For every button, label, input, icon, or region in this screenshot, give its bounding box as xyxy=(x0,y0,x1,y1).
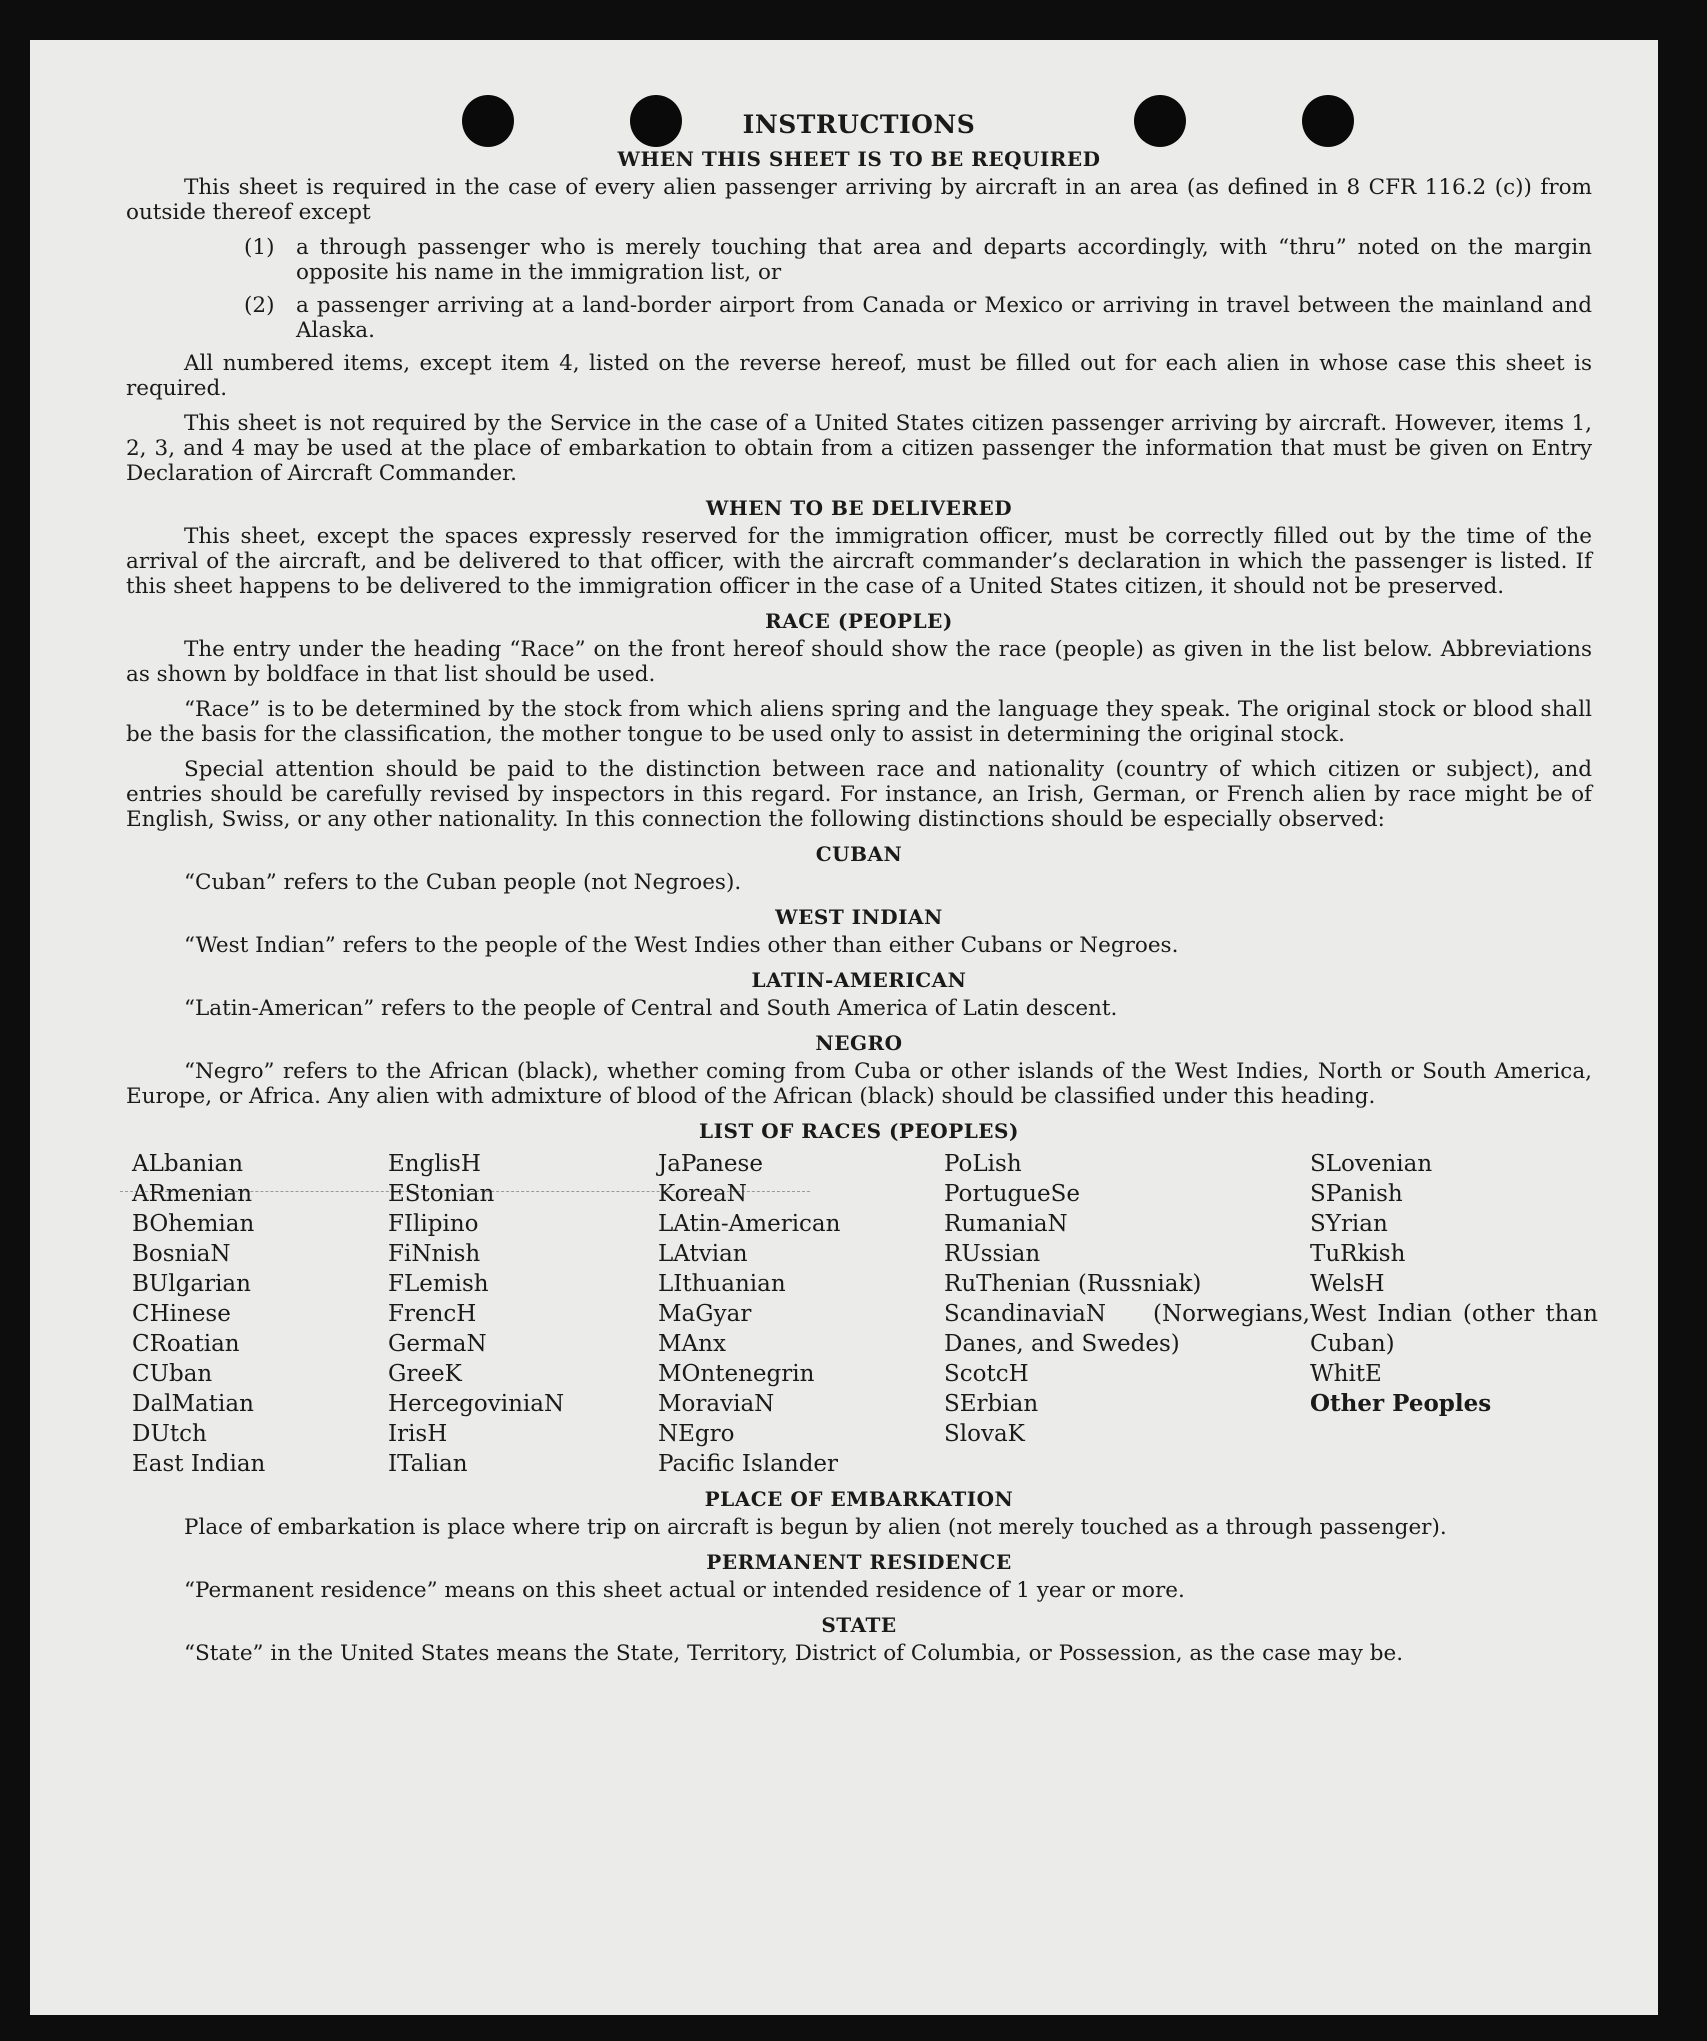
heading-when-delivered: WHEN TO BE DELIVERED xyxy=(705,496,1013,520)
text-state: “State” in the United States means the State, Territory, District of Columbia, or Possession, as the case may be. xyxy=(184,1641,1404,1666)
race-item: MoraviaN xyxy=(658,1391,775,1417)
race-item: Other Peoples xyxy=(1310,1390,1492,1417)
race-item: BosniaN xyxy=(132,1241,231,1267)
race-item: MAnx xyxy=(658,1331,726,1357)
race-item: MaGyar xyxy=(658,1301,752,1327)
race-item: ITalian xyxy=(388,1451,468,1477)
race-item: ALbanian xyxy=(132,1151,244,1177)
race-item: SLovenian xyxy=(1310,1151,1433,1177)
page-title: INSTRUCTIONS xyxy=(742,110,976,139)
text-negro: “Negro” refers to the African (black), whether coming from Cuba or other islands of the West Indies, North or South America, Europe, or Africa. Any alien with admixture of blood of the African (black) should be classified under this heading. xyxy=(126,1059,1592,1109)
race-item: JaPanese xyxy=(658,1151,763,1177)
para-race-distinction: Special attention should be paid to the distinction between race and nationality (country of which citizen or subject), and entries should be carefully revised by inspectors in this regard. For instance, an Irish, German, or French alien by race might be of English, Swiss, or any other nationality. In this connection the following distinctions should be especially observed: xyxy=(126,757,1592,832)
item-number: (2) xyxy=(244,293,275,318)
para-race-stock: “Race” is to be determined by the stock from which aliens spring and the language they speak. The original stock or blood shall be the basis for the classification, the mother tongue to be used only to assist in determining the original stock. xyxy=(126,697,1592,747)
heading-permanent-residence: PERMANENT RESIDENCE xyxy=(706,1550,1012,1574)
race-item: West Indian (other than Cuban) xyxy=(1310,1301,1598,1357)
race-item: FIlipino xyxy=(388,1211,479,1237)
race-item: LIthuanian xyxy=(658,1271,786,1297)
race-item: RuThenian (Russniak) xyxy=(944,1271,1202,1297)
race-item: CHinese xyxy=(132,1301,231,1327)
race-item: ARmenian xyxy=(132,1181,253,1207)
list-item xyxy=(244,235,1592,285)
race-item: SErbian xyxy=(944,1391,1039,1417)
heading-state: STATE xyxy=(821,1613,897,1637)
race-item: DUtch xyxy=(132,1421,207,1447)
race-item: PoLish xyxy=(944,1151,1022,1177)
heading-latin-american: LATIN-AMERICAN xyxy=(751,968,967,992)
race-item: KoreaN xyxy=(658,1181,747,1207)
race-item: ScotcH xyxy=(944,1361,1029,1387)
race-item: MOntenegrin xyxy=(658,1361,815,1387)
race-item: FiNnish xyxy=(388,1241,481,1267)
race-item: NEgro xyxy=(658,1421,735,1447)
heading-list-of-races: LIST OF RACES (PEOPLES) xyxy=(699,1119,1019,1143)
race-item: CUban xyxy=(132,1361,213,1387)
race-item: PortugueSe xyxy=(944,1181,1080,1207)
race-item: WhitE xyxy=(1310,1361,1382,1387)
race-item: CRoatian xyxy=(132,1331,240,1357)
instructions-content xyxy=(126,110,1598,1676)
heading-race: RACE (PEOPLE) xyxy=(765,609,953,633)
text-embarkation: Place of embarkation is place where trip on aircraft is begun by alien (not merely touched as a through passenger). xyxy=(184,1515,1447,1540)
para-citizen: This sheet is not required by the Service in the case of a United States citizen passenger arriving by aircraft. However, items 1, 2, 3, and 4 may be used at the place of embarkation to obtain from a citizen passenger the information that must be given on Entry Declaration of Aircraft Commander. xyxy=(126,411,1592,486)
race-item: GermaN xyxy=(388,1331,487,1357)
list-item xyxy=(244,293,1592,343)
races-list xyxy=(132,1149,1598,1479)
race-item: SPanish xyxy=(1310,1181,1403,1207)
race-item: LAtvian xyxy=(658,1241,748,1267)
race-item: LAtin-American xyxy=(658,1211,841,1237)
para-race-entry: The entry under the heading “Race” on the front hereof should show the race (people) as given in the list below. Abbreviations as shown by boldface in that list should be used. xyxy=(126,637,1592,687)
item-number: (1) xyxy=(244,235,275,260)
race-item: BUlgarian xyxy=(132,1271,251,1297)
race-item: Pacific Islander xyxy=(658,1451,839,1477)
heading-embarkation: PLACE OF EMBARKATION xyxy=(704,1487,1014,1511)
heading-negro: NEGRO xyxy=(815,1031,903,1055)
heading-west-indian: WEST INDIAN xyxy=(775,905,943,929)
race-item: WelsH xyxy=(1310,1271,1385,1297)
race-item: ScandinaviaN (Norwegians, Danes, and Swedes) xyxy=(944,1301,1310,1357)
text-west-indian: “West Indian” refers to the people of the West Indies other than either Cubans or Negroes. xyxy=(184,933,1179,958)
race-item: East Indian xyxy=(132,1451,266,1477)
race-item: EStonian xyxy=(388,1181,495,1207)
race-item: RumaniaN xyxy=(944,1211,1068,1237)
races-column-4 xyxy=(944,1149,1310,1479)
para-required: This sheet is required in the case of every alien passenger arriving by aircraft in an area (as defined in 8 CFR 116.2 (c)) from outside thereof except xyxy=(126,175,1592,225)
race-item: BOhemian xyxy=(132,1211,255,1237)
race-item: GreeK xyxy=(388,1361,462,1387)
races-column-1 xyxy=(132,1149,388,1479)
document-sheet xyxy=(30,40,1658,2015)
race-item: SlovaK xyxy=(944,1421,1025,1447)
race-item: SYrian xyxy=(1310,1211,1388,1237)
para-delivered: This sheet, except the spaces expressly reserved for the immigration officer, must be correctly filled out by the time of the arrival of the aircraft, and be delivered to that officer, with the aircraft commander’s declaration in which the passenger is listed. If this sheet happens to be delivered to the immigration officer in the case of a United States citizen, it should not be preserved. xyxy=(126,524,1592,599)
item-text: a through passenger who is merely touching that area and departs accordingly, with “thru” noted on the margin opposite his name in the immigration list, or xyxy=(296,235,1592,285)
heading-when-required: WHEN THIS SHEET IS TO BE REQUIRED xyxy=(617,147,1101,171)
text-cuban: “Cuban” refers to the Cuban people (not Negroes). xyxy=(184,870,742,895)
race-item: TuRkish xyxy=(1310,1241,1406,1267)
item-text: a passenger arriving at a land-border airport from Canada or Mexico or arriving in travel between the mainland and Alaska. xyxy=(296,293,1592,343)
heading-cuban: CUBAN xyxy=(815,842,903,866)
race-item: FrencH xyxy=(388,1301,477,1327)
race-item: DalMatian xyxy=(132,1391,254,1417)
races-column-2 xyxy=(388,1149,658,1479)
race-item: FLemish xyxy=(388,1271,489,1297)
text-permanent-residence: “Permanent residence” means on this sheet actual or intended residence of 1 year or more. xyxy=(184,1578,1185,1603)
race-item: EnglisH xyxy=(388,1151,481,1177)
text-latin-american: “Latin-American” refers to the people of Central and South America of Latin descent. xyxy=(184,996,1118,1021)
races-column-3 xyxy=(658,1149,944,1479)
race-item: HercegoviniaN xyxy=(388,1391,565,1417)
race-item: RUssian xyxy=(944,1241,1041,1267)
races-column-5 xyxy=(1310,1149,1598,1479)
race-item: IrisH xyxy=(388,1421,448,1447)
para-numbered-items: All numbered items, except item 4, listed on the reverse hereof, must be filled out for each alien in whose case this sheet is required. xyxy=(126,351,1592,401)
